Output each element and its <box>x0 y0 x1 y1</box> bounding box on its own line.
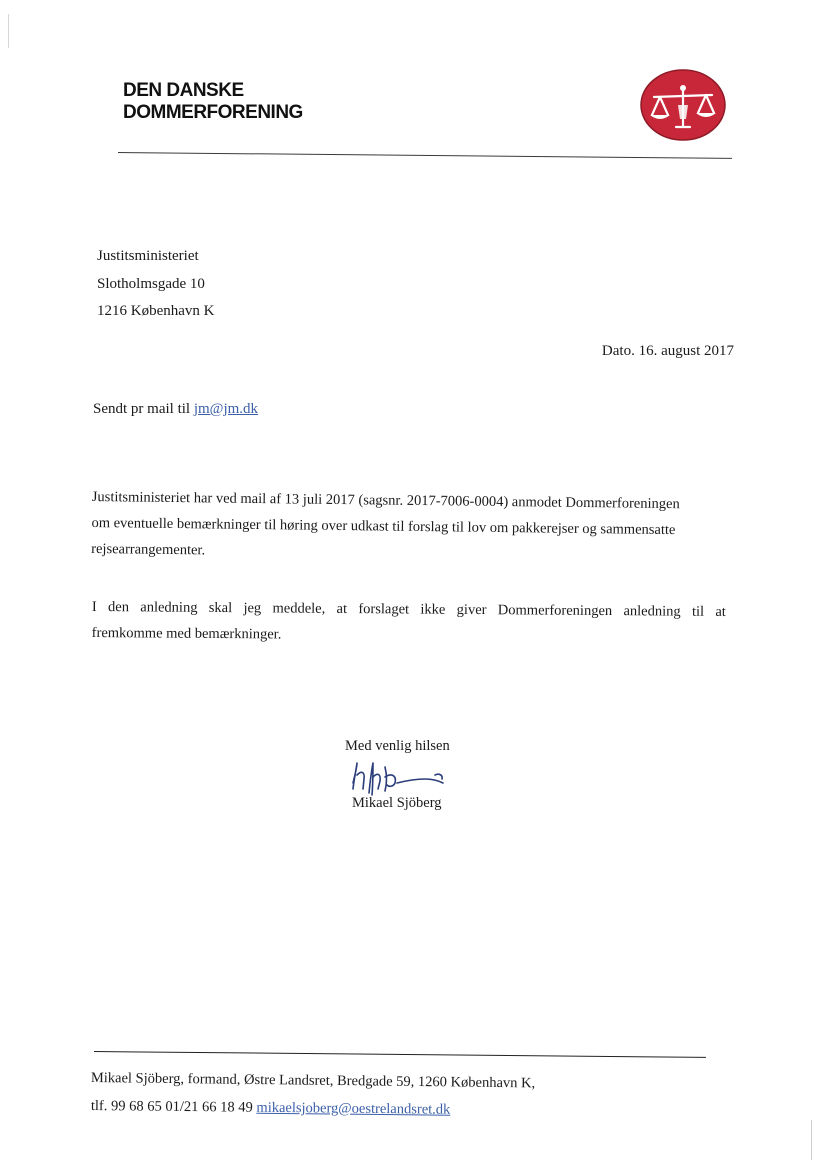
letter-date: Dato. 16. august 2017 <box>601 343 734 359</box>
body-paragraph-2-line: fremkomme med bemærkninger. <box>91 624 282 643</box>
scales-of-justice-logo-icon <box>640 69 726 141</box>
body-paragraph-2-line: I den anledning skal jeg meddele, at forslaget ikke giver Dommerforeningen anledning til at <box>91 598 726 620</box>
organization-name-line1: DEN DANSKE <box>123 80 244 101</box>
body-paragraph-1-line: rejsearrangementer. <box>91 540 206 559</box>
body-paragraph-1-line: Justitsministeriet har ved mail af 13 juli 2017 (sagsnr. 2017-7006-0004) anmodet Dommerforeningen <box>91 488 680 513</box>
body-paragraph-1 <box>91 484 734 570</box>
scan-edge-mark <box>8 14 9 48</box>
footer-contact-line <box>91 1098 451 1119</box>
sent-by-email-prefix: Sendt pr mail til <box>93 401 194 417</box>
recipient-email-link[interactable]: jm@jm.dk <box>193 401 259 417</box>
footer-address: Mikael Sjöberg, formand, Østre Landsret, Bredgade 59, 1260 København K, <box>90 1070 536 1092</box>
recipient-city: 1216 København K <box>97 303 215 319</box>
organization-name-line2: DOMMERFORENING <box>123 102 303 123</box>
recipient-street: Slotholmsgade 10 <box>97 276 205 292</box>
scan-edge-mark-right <box>811 1120 812 1160</box>
body-paragraph-2 <box>92 594 734 651</box>
footer-email-link[interactable]: mikaelsjoberg@oestrelandsret.dk <box>256 1099 451 1118</box>
header-divider <box>118 152 732 159</box>
organization-name <box>123 80 303 124</box>
recipient-name: Justitsministeriet <box>97 248 199 264</box>
footer-divider <box>94 1051 706 1058</box>
sent-by-email-line <box>93 401 258 418</box>
body-paragraph-1-line: om eventuelle bemærkninger til høring over udkast til forslag til lov om pakkerejser og sammensatte <box>91 514 676 539</box>
signer-name: Mikael Sjöberg <box>352 795 442 811</box>
footer-phone: tlf. 99 68 65 01/21 66 18 49 <box>90 1098 257 1116</box>
closing-greeting: Med venlig hilsen <box>345 738 450 754</box>
